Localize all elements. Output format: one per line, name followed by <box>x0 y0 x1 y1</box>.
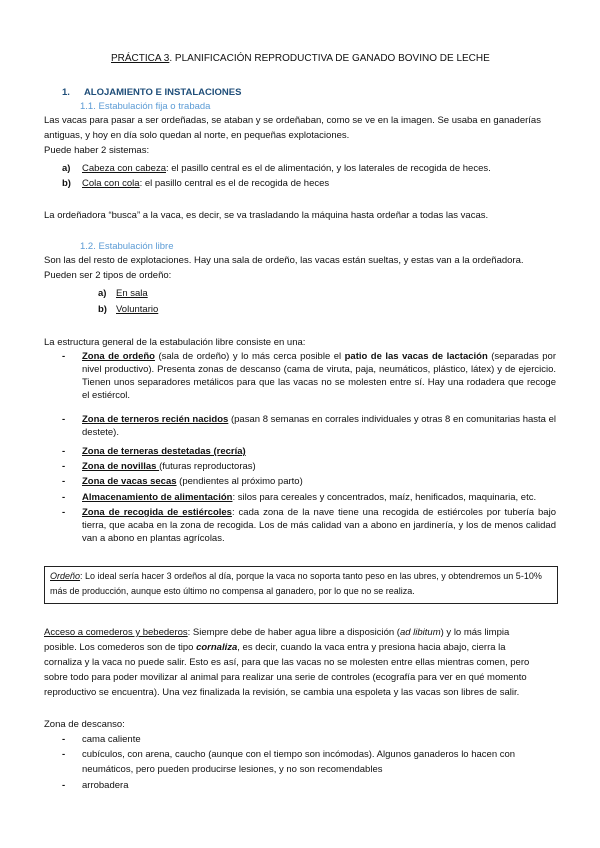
bullet-dash: - <box>62 507 66 518</box>
list-item: arrobadera <box>82 780 129 791</box>
paragraph-line: posible. Los comederos son de tipo cornaliza, es decir, cuando la vaca entra y presiona hacia abajo, cierra la <box>44 642 506 653</box>
section-heading-1: 1. ALOJAMIENTO E INSTALACIONES <box>62 87 242 98</box>
list-marker: b) <box>62 178 71 189</box>
list-item: Zona de recogida de estiércoles: cada zona de la nave tiene una recogida de estiércoles por tubería bajo tierra, que acaba en la zona de recogida. Los de más calidad van a abono en jardinería, y los de menos calidad van a abono en plantas agrícolas. <box>82 507 556 544</box>
page-title: PRÁCTICA 3. PLANIFICACIÓN REPRODUCTIVA DE GANADO BOVINO DE LECHE <box>111 53 490 64</box>
paragraph-line: Zona de descanso: <box>44 719 125 730</box>
list-marker: b) <box>98 304 107 315</box>
subsection-heading-1-1: 1.1. Estabulación fija o trabada <box>80 101 211 112</box>
paragraph-line: Las vacas para pasar a ser ordeñadas, se ataban y se ordeñaban, como se ve en la imagen. Se usaba en ganaderías <box>44 115 541 126</box>
paragraph: Son las del resto de explotaciones. Hay una sala de ordeño, las vacas están sueltas, y estas van a la ordeñadora. <box>44 255 524 266</box>
paragraph-line: antiguas, y hoy en día solo quedan al norte, en pequeñas explotaciones. <box>44 130 350 141</box>
subsection-heading-1-2: 1.2. Estabulación libre <box>80 241 174 252</box>
bullet-dash: - <box>62 492 66 503</box>
paragraph-line: Puede haber 2 sistemas: <box>44 145 150 156</box>
paragraph-line: cornaliza y la vaca no puede salir. Esto es así, para que las vacas no se molesten entre ellas mientras comen, pero <box>44 657 530 668</box>
list-item: Cabeza con cabeza: el pasillo central es el de alimentación, y los laterales de recogida de heces. <box>82 163 491 174</box>
list-marker: a) <box>98 288 107 299</box>
list-item: Cola con cola: el pasillo central es el de recogida de heces <box>82 178 330 189</box>
list-item: cama caliente <box>82 734 141 745</box>
list-item: Voluntario <box>116 304 159 315</box>
note-line: Ordeño: Lo ideal sería hacer 3 ordeños al día, porque la vaca no soporta tanto peso en las ubres, y obtendremos un 5-10% <box>50 571 542 581</box>
paragraph-line: La ordeñadora “busca” a la vaca, es decir, se va trasladando la máquina hasta ordeñar a todas las vacas. <box>44 210 489 221</box>
list-item: En sala <box>116 288 148 299</box>
paragraph-line: reproductivo se encuentra). Una vez finalizada la revisión, se cambia una espoleta y las vacas son libres de salir. <box>44 687 520 698</box>
bullet-dash: - <box>62 446 66 457</box>
bullet-dash: - <box>62 476 66 487</box>
list-item: neumáticos, pero pueden producirse lesiones, y no son recomendables <box>82 764 383 775</box>
note-line: más de producción, aunque esto último no compensa al ganadero, por lo que no se realiza. <box>50 586 415 596</box>
list-marker: a) <box>62 163 71 174</box>
bullet-dash: - <box>62 414 66 425</box>
list-item: cubículos, con arena, caucho (aunque con el tiempo son incómodas). Algunos ganaderos lo hacen con <box>82 749 516 760</box>
paragraph-line: La estructura general de la estabulación libre consiste en una: <box>44 337 306 348</box>
list-item: Zona de terneras destetadas (recría) <box>82 446 246 457</box>
bullet-dash: - <box>62 461 66 472</box>
list-item: Zona de terneros recién nacidos (pasan 8 semanas en corrales individuales y otras 8 en comunitarias hasta el destete). <box>82 414 556 438</box>
paragraph-line: Acceso a comederos y bebederos: Siempre debe de haber agua libre a disposición (ad libitum) y lo más limpia <box>44 627 510 638</box>
list-item: Almacenamiento de alimentación: silos para cereales y concentrados, maíz, henificados, maquinaria, etc. <box>82 492 537 503</box>
bullet-dash: - <box>62 749 66 760</box>
bullet-dash: - <box>62 734 66 745</box>
list-item: Zona de vacas secas (pendientes al próximo parto) <box>82 476 303 487</box>
paragraph-line: Pueden ser 2 tipos de ordeño: <box>44 270 172 281</box>
list-item: Zona de ordeño (sala de ordeño) y lo más cerca posible el patio de las vacas de lactación (separadas por nivel productivo). Presenta zonas de descanso (cama de viruta, paja, neumáticos, plástico, látex) y de ejercicio. Tienen unos separadores metálicos para que las vacas no se molesten entre sí. Hay una rodadera que recoge el estiércol. <box>82 351 557 401</box>
bullet-dash: - <box>62 351 66 362</box>
paragraph-line: sobre todo para poder movilizar al animal para realizar una serie de controles (ecografía para ver en qué momento <box>44 672 527 683</box>
list-item: Zona de novillas (futuras reproductoras) <box>82 461 256 472</box>
bullet-dash: - <box>62 780 66 791</box>
